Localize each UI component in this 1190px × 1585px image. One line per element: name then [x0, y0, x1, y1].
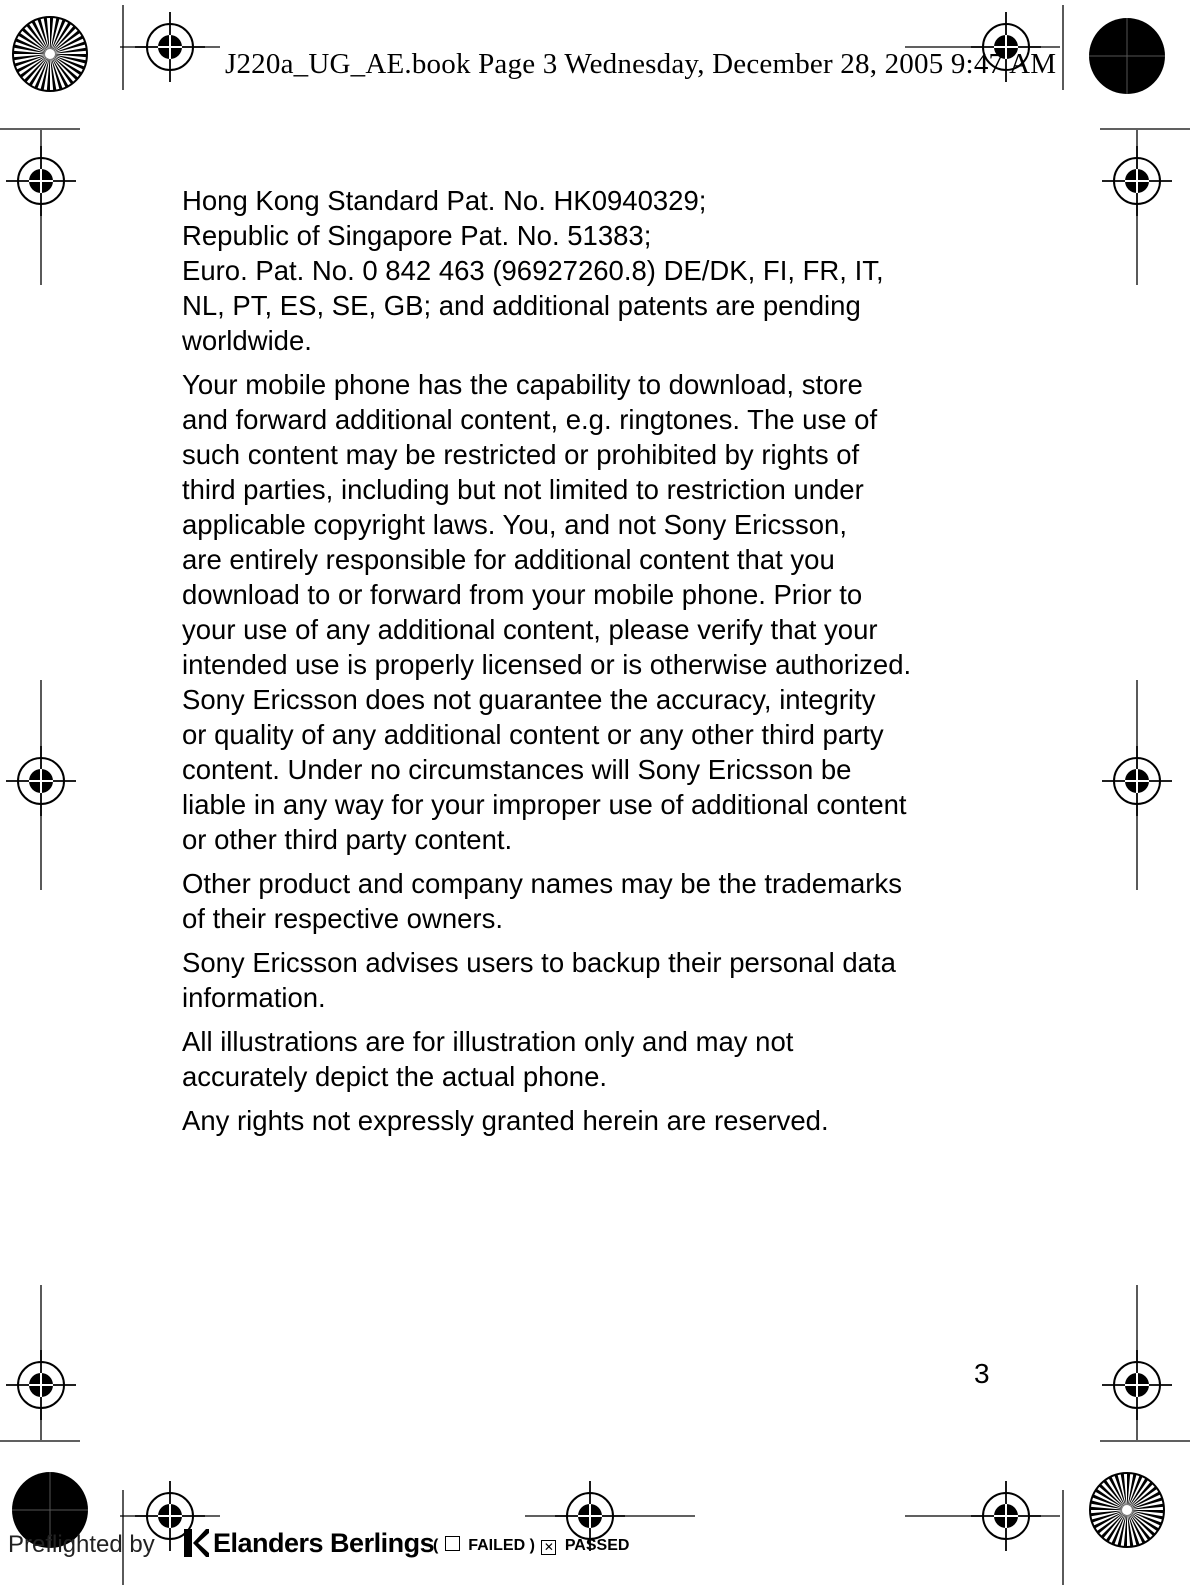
text-line: applicable copyright laws. You, and not Sony Ericsson,	[182, 509, 847, 540]
registration-mark-icon	[6, 1350, 76, 1420]
text-line: Your mobile phone has the capability to download, store	[182, 369, 863, 400]
paragraph-trademarks	[182, 866, 1002, 936]
text-line: Euro. Pat. No. 0 842 463 (96927260.8) DE/DK, FI, FR, IT,	[182, 255, 884, 286]
text-line: or quality of any additional content or any other third party	[182, 719, 884, 750]
checkbox-icon	[445, 1536, 460, 1551]
document-body	[182, 183, 1002, 1147]
text-line: Republic of Singapore Pat. No. 51383;	[182, 220, 652, 251]
registration-mark-icon	[1102, 1350, 1172, 1420]
text-line: or other third party content.	[182, 824, 513, 855]
text-line: liable in any way for your improper use of additional content	[182, 789, 907, 820]
text-line: information.	[182, 982, 326, 1013]
paragraph-rights	[182, 1103, 1002, 1138]
text-line: your use of any additional content, please verify that your	[182, 614, 878, 645]
text-line: are entirely responsible for additional content that you	[182, 544, 835, 575]
solid-dot-icon	[1089, 18, 1165, 94]
text-line: Sony Ericsson advises users to backup their personal data	[182, 947, 896, 978]
starburst-target-icon	[1090, 1473, 1164, 1547]
text-line: content. Under no circumstances will Sony Ericsson be	[182, 754, 852, 785]
starburst-target-icon	[13, 17, 87, 91]
registration-mark-icon	[1102, 746, 1172, 816]
text-line: of their respective owners.	[182, 903, 503, 934]
text-line: All illustrations are for illustration only and may not	[182, 1026, 794, 1057]
text-line: Hong Kong Standard Pat. No. HK0940329;	[182, 185, 707, 216]
registration-mark-icon	[135, 12, 205, 82]
paragraph-backup	[182, 945, 1002, 1015]
registration-mark-icon	[971, 1481, 1041, 1551]
text-line: third parties, including but not limited to restriction under	[182, 474, 864, 505]
text-line: Any rights not expressly granted herein are reserved.	[182, 1105, 829, 1136]
brand-name: Elanders Berlings	[213, 1528, 435, 1558]
text-line: intended use is properly licensed or is otherwise authorized.	[182, 649, 912, 680]
text-line: NL, PT, ES, SE, GB; and additional patents are pending	[182, 290, 861, 321]
elanders-logo-icon	[184, 1529, 209, 1557]
paragraph-illustrations	[182, 1024, 1002, 1094]
failed-label: FAILED	[468, 1537, 526, 1554]
open-paren: (	[433, 1537, 439, 1554]
registration-mark-icon	[1102, 146, 1172, 216]
registration-mark-icon	[6, 746, 76, 816]
close-paren: )	[529, 1537, 535, 1554]
paragraph-patents	[182, 183, 1002, 358]
paragraph-additional-content	[182, 367, 1002, 857]
text-line: and forward additional content, e.g. ringtones. The use of	[182, 404, 878, 435]
checkbox-icon: ✕	[541, 1540, 556, 1555]
text-line: Other product and company names may be the trademarks	[182, 868, 902, 899]
book-header-line: J220a_UG_AE.book Page 3 Wednesday, December 28, 2005 9:47 AM	[225, 48, 1057, 80]
registration-mark-icon	[6, 146, 76, 216]
text-line: Sony Ericsson does not guarantee the accuracy, integrity	[182, 684, 876, 715]
passed-label: PASSED	[564, 1537, 630, 1554]
text-line: such content may be restricted or prohibited by rights of	[182, 439, 860, 470]
preflight-status	[433, 1536, 629, 1555]
text-line: accurately depict the actual phone.	[182, 1061, 608, 1092]
text-line: download to or forward from your mobile phone. Prior to	[182, 579, 863, 610]
preflighted-by-label: Preflighted by	[8, 1531, 155, 1558]
preflight-footer	[8, 1528, 668, 1564]
page-number: 3	[974, 1358, 990, 1389]
text-line: worldwide.	[182, 325, 312, 356]
